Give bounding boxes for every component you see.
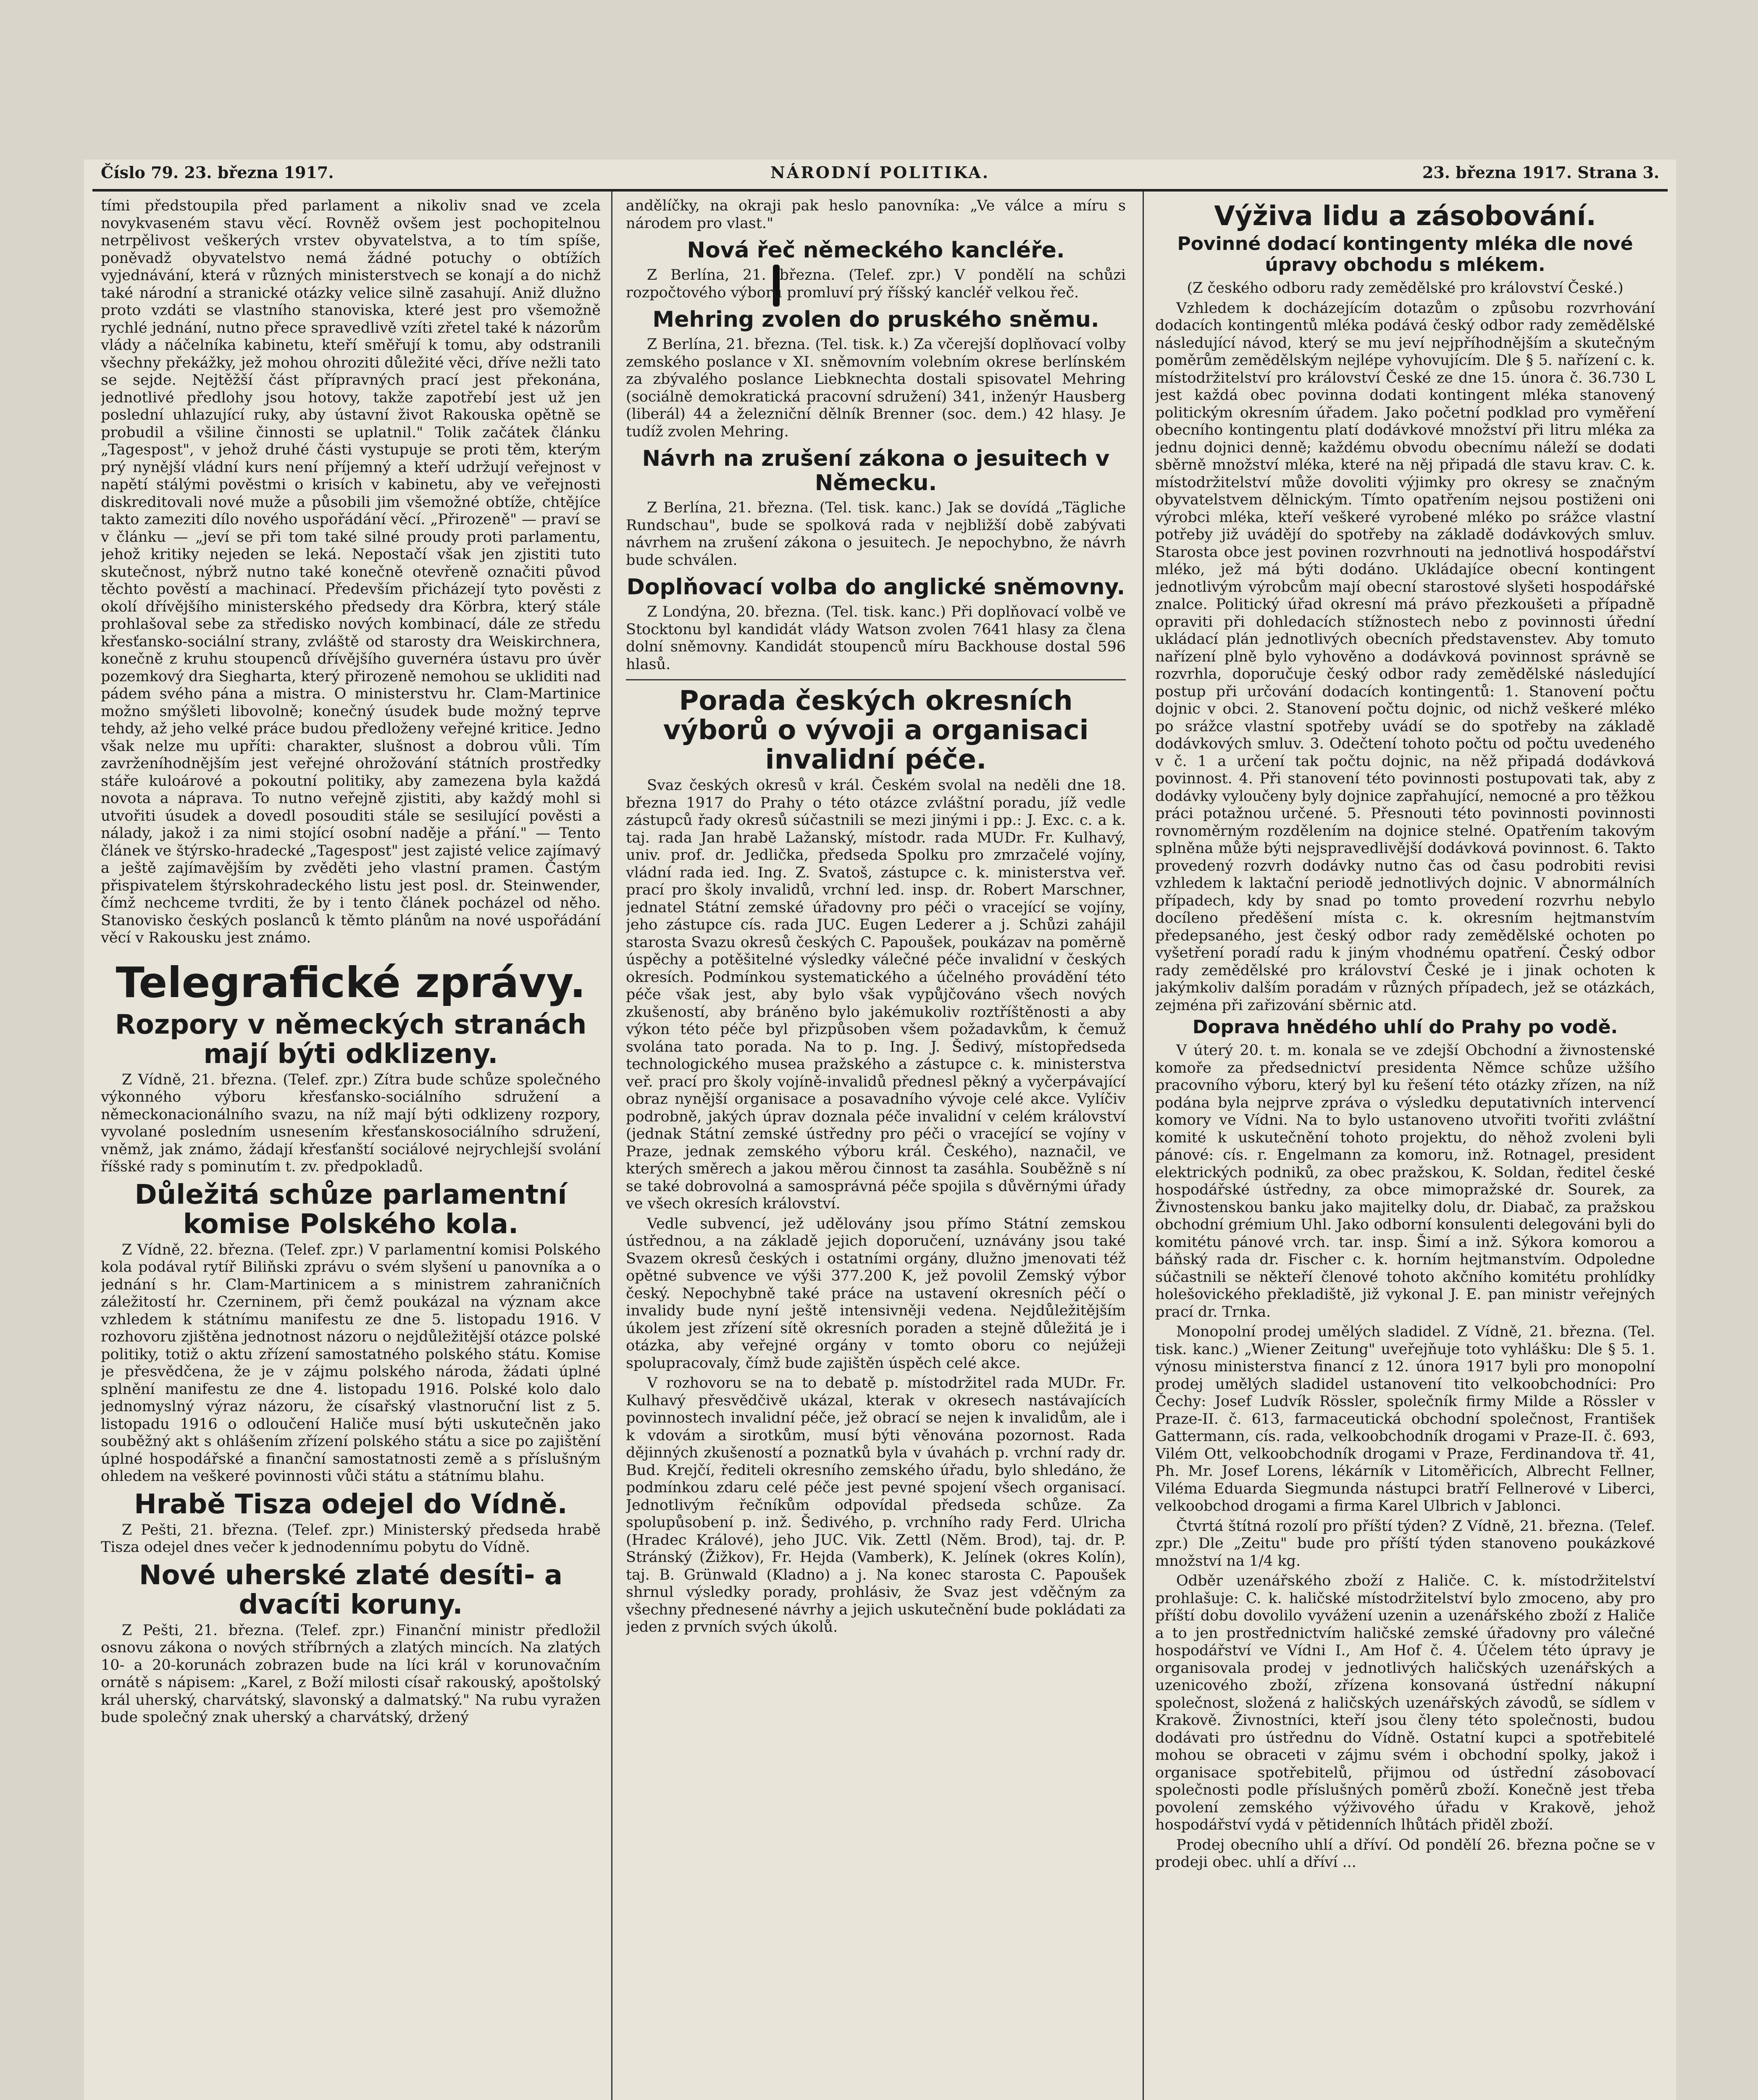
article-headline: Povinné dodací kontingenty mléka dle nové úpravy obchodu s mlékem. (1177, 233, 1633, 276)
article-headline: Rozpory v německých stranách mají býti odklizeny. (115, 1009, 587, 1070)
article-text: Z Berlína, 21. března. (Tel. tisk. k.) Za včerejší doplňovací volby zemského poslance v XI. sněmovním volebním okrese berlínském za zbývalého poslance Liebknechta dostali spisovatel Mehring (sociálně demokratická pracovní sdružení) 341, inženýr Hausberg (liberál) 44 a železniční dělník Brenner (soc. dem.) 42 hlasy. Je tudíž zvolen Mehring. (626, 336, 1126, 440)
article-headline: Důležitá schůze parlamentní komise Polského kola. (134, 1179, 567, 1240)
article-text: V rozhovoru se na to debatě p. místodržitel rada MUDr. Fr. Kulhavý přesvědčivě ukázal, kterak v okresech nastávajících povinnostech invalidní péče, jež obrací se nejen k invalidům, ale i k vdovám a sirotkům, musí býti věnována pozornost. Rada dějinných zkušeností a poznatků byla v úvahách p. vrchní rady dr. Bud. Krejčí, řediteli okresního zemského úřadu, bylo shledáno, že podmínkou zdaru celé péče jest pevné spojení všech organisací. Jednotlivým řečníkům odpovídal předseda schůze. Za spolupůsobení p. inž. Šedivého, p. vrchního rady Ferd. Ulricha (Hradec Králové), jeho JUC. Vik. Zettl (Něm. Brod), taj. dr. P. Stránský (Žižkov), Fr. Hejda (Vamberk), K. Jelínek (okres Kolín), taj. B. Grünwald (Kladno) a j. Na konec starosta C. Papoušek shrnul výsledky porady, prohlásiv, že Svaz jest vděčným za všechny přednesené návrhy a jejich uskutečnění bude pokládati za jeden z prvních svých úkolů. (626, 1375, 1126, 1635)
article-text: Z Berlína, 21. března. (Telef. zpr.) V pondělí na schůzi rozpočtového výboru promluví prý říšský kancléř velkou řeč. (626, 267, 1126, 301)
article-headline: Nové uherské zlaté desíti- a dvacíti koruny. (139, 1559, 563, 1620)
article-text: Z Berlína, 21. března. (Tel. tisk. kanc.) Jak se dovídá „Tägliche Rundschau", bude se spolková rada v nejbližší době zabývati návrhem na zrušení zákona o jesuitech. Je nepochybno, že návrh bude schválen. (626, 499, 1126, 569)
header-issue: Číslo 79. 23. března 1917. (101, 163, 334, 182)
section-heading: Výživa lidu a zásobování. (1214, 201, 1596, 232)
article-headline: Nová řeč německého kancléře. (687, 238, 1065, 263)
article-text: Z Vídně, 22. března. (Telef. zpr.) V parlamentní komisi Polského kola podával rytíř Biliňski zprávu o svém slyšení u panovníka a o jednání s hr. Clam-Martinicem a s ministrem zahraničních záležitostí hr. Czerninem, při čemž poukázal na význam akce vzhledem k státnímu manifestu ze dne 5. listopadu 1916. V rozhovoru zjištěna jednotnost názoru o nejdůležitější otázce polské politiky, totiž o aktu zřízení samostatného polského státu. Komise je přesvědčena, že je v zájmu polského národa, žádati úplné splnění manifestu ze dne 4. listopadu 1916. Polské kolo dalo jednomyslný výraz názoru, že císařský vlastnoruční list z 5. listopadu 1916 o odloučení Haliče musí býti uskutečněn jako souběžný akt s ohlášením zřízení polského státu a sice po zajištění úplné hospodářské a finanční samostatnosti země a s příslušným ohledem na veškeré povinnosti vůči státu a státnímu blahu. (101, 1241, 601, 1485)
article-headline: Doplňovací volba do anglické sněmovny. (626, 575, 1125, 600)
article-text: Vedle subvencí, jež udělovány jsou přímo Státní zemskou ústřednou, a na základě jejich doporučení, uznávány jsou také Svazem okresů českých i ostatními orgány, dlužno jmenovati též opětné subvence ve výši 377.200 K, jež povolil Zemský výbor český. Nepochybně také práce na ustavení okresních péčí o invalidy bude nyní ještě intensivněji vedena. Nejdůležitějším úkolem jest zřízení sítě okresních poraden a stejně důležitá je i otázka, aby veřejné orgány v tomto oboru co nejúžeji spolupracovaly, čímž bude zajištěn úspěch celé akce. (626, 1215, 1126, 1372)
article-text: Z Vídně, 21. března. (Telef. zpr.) Zítra bude schůze společného výkonného výboru křesťansko-sociálního sdružení a německonacionálního svazu, na níž mají býti odklizeny rozpory, vyvolané posledním usnesením křesťanskosociálního sdružení, vněmž, jak známo, žádají křesťanští sociálové nejrychlejší svolání říšské rady s pominutím t. zv. předpokladů. (101, 1071, 601, 1175)
article-text: Vzhledem k docházejícím dotazům o způsobu rozvrhování dodacích kontingentů mléka podává český odbor rady zemědělské následující návod, který se mu jeví nejpříhodnějším a skutečným poměrům zemědělským nejlépe vyhovujícím. Dle § 5. nařízení c. k. místodržitelství pro království České ze dne 15. února č. 36.730 L jest každá obec povinna dodati kontingent mléka stanovený politickým okresním úřadem. Jako početní podklad pro vyměření obecního kontingentu platí dodávkové množství při litru mléka za jednu dojnici denně; každému obvodu obecnímu náleží se dodati sběrně množství mléka, které na něj připadá dle stavu krav. C. k. místodržitelství může dovoliti výjimky pro okresy se značným obyvatelstvem dělnickým. Tímto opatřením nejsou postiženi oni výrobci mléka, kteří veškeré vyrobené mléko po srážce vlastní potřeby již uvádějí do spotřeby na základě dodávkových smluv. Starosta obce jest povinen rozvrhnouti na jednotlivá hospodářství mléko, jež má býti dodáno. Ukládajíce obecní kontingent jednotlivým výrobcům mají obecní starostové slyšeti hospodářské znalce. Politický úřad okresní má právo přezkoušeti a případně opraviti při dohledacích stížnostech nebo z povinnosti úřední ukládací plán jednotlivých obecních představenstev. Aby tomuto nařízení plně bylo vyhověno a dodávková povinnost správně se rozvrhla, doporučuje český odbor rady zemědělské následující postup při určování dodacích kontingentů: 1. Stanovení počtu dojnic v obci. 2. Stanovení počtu dojnic, od nichž veškeré mléko po srážce vlastní spotřeby uvádí se do spotřeby na základě dodávkových smluv. 3. Odečtení tohoto počtu od počtu uvedeného v č. 1 a určení tak počtu dojnic, na něž připadá dodávková povinnost. 4. Při stanovení této povinnosti postupovati tak, aby z dodávky vyloučeny byly dojnice zapřahující, nemocné a pro těžkou práci potažnou určené. 5. Přesnouti této povinnosti povinnosti rovnoměrným rozdělením na dojnice stelné. Opatřením takovým splněna může býti nejspravedlivější dodávková povinnost. 6. Takto provedený rozvrh dodávky nutno čas od času podrobiti revisi vzhledem k laktační periodě jednotlivých dojnic. V abnormálních případech, kdy by snad po tomto provedení rozvrhu nebylo docíleno předěšení místa c. k. okresním hejtmanstvím předepsaného, jest český odbor rady zemědělské ochoten po vyšetření poradí radu k jiným vhodnému opatření. Český odbor rady zemědělské pro království České je i jinak ochoten k jakýmkoliv dalším poradám v různých případech, jež se otázkách, zejména při zařizování sběrnic atd. (1155, 299, 1655, 1014)
article-headline: Mehring zvolen do pruského sněmu. (652, 307, 1099, 332)
section-heading: Telegrafické zprávy. (116, 958, 586, 1007)
column-rule-2 (1143, 192, 1144, 2100)
page-header (84, 163, 1676, 188)
article-separator (626, 679, 1126, 680)
header-rule (92, 189, 1668, 192)
column-1 (101, 197, 601, 2100)
article-headline: Návrh na zrušení zákona o jesuitech v Německu. (642, 446, 1110, 496)
article-text: Z Londýna, 20. března. (Tel. tisk. kanc.) Při doplňovací volbě ve Stocktonu byl kandidát vlády Watson zvolen 7641 hlasy za člena dolní sněmovny. Kandidát stoupenců míru Backhouse dostal 596 hlasů. (626, 604, 1126, 673)
article-headline: Porada českých okresních výborů o vývoji a organisaci invalidní péče. (663, 685, 1089, 775)
article-text: Prodej obecního uhlí a dříví. Od pondělí 26. března počne se v prodeji obec. uhlí a dříví ... (1155, 1836, 1655, 1871)
article-text: Z Pešti, 21. března. (Telef. zpr.) Finanční ministr předložil osnovu zákona o nových stříbrných a zlatých mincích. Na zlatých 10- a 20-korunách zobrazen bude na líci král v korunovačním ornátě s nápisem: „Karel, z Boží milosti císař rakouský, apoštolský král uherský, charvátský, slavonský a dalmatský." Na rubu vyražen bude společný znak uherský a charvátský, držený (101, 1622, 601, 1726)
article-headline: Hrabě Tisza odejel do Vídně. (134, 1488, 568, 1520)
article-text: Svaz českých okresů v král. Českém svolal na neděli dne 18. března 1917 do Prahy o této otázce zvláštní poradu, jíž vedle zástupců řady okresů súčastnili se mezi jinými i pp.: J. Exc. c. a k. taj. rada Jan hrabě Lažanský, místodr. rada MUDr. Fr. Kulhavý, univ. prof. dr. Jedlička, předseda Spolku pro zmrzačelé vojíny, vládní rada ied. Ing. Z. Svatoš, zástupce c. k. ministerstva veř. prací pro školy invalidů, vrchní led. insp. dr. Robert Marschner, jednatel Státní zemské úřadovny pro péči o vracející se vojíny, jeho zástupce cís. rada JUC. Eugen Lederer a j. Schůzi zahájil starosta Svazu okresů českých C. Papoušek, poukázav na poměrně úspěchy a potěšitelné výsledky válečné péče invalidní v českých okresích. Podmínkou systematického a účelného provádění této péče však jest, aby bylo však vypůjčováno všech nových zkušeností, aby bráněno bylo jakémukoliv roztříštěnosti a aby výkon této péče byl přizpůsoben všem požadavkům, k čemuž svolána tato porada. Na to p. Ing. J. Šedivý, místopředseda technologického musea pražského a zástupce c. k. ministerstva veř. prací pro školy vojíně-invalidů přednesl pěkný a vyčerpávající obraz nynější organisace a posavadního vývoje celé akce. Vylíčiv podrobně, jakých úprav doznala péče invalidní v celém království (jednak Státní zemské ústředny pro péči o vracející se vojíny v Praze, jednak zemského výboru král. Českého), naznačil, ve kterých směrech a jakou měrou činnost ta zasáhla. Souběžně s ní se také dobrovolná a samosprávná péče spojila s důvěrnými úřady ve všech okresích království. (626, 777, 1126, 1212)
article-headline: Doprava hnědého uhlí do Prahy po vodě. (1192, 1016, 1618, 1038)
article-text: Monopolní prodej umělých sladidel. Z Vídně, 21. března. (Tel. tisk. kanc.) „Wiener Zeitung" uveřejňuje toto vyhlášku: Dle § 5. 1. výnosu ministerstva financí z 12. února 1917 byli pro monopolní prodej umělých sladidel ustanovení tito velkoobchodníci: Pro Čechy: Josef Ludvík Rössler, společník firmy Milde a Rössler v Praze-II. č. 613, farmaceutická obchodní společnost, František Gattermann, cís. rada, velkoobchodník drogami v Praze-II. č. 693, Vilém Ott, velkoobchodník drogami v Praze, Ferdinandova tř. 41, Ph. Mr. Josef Lorens, lékárník v Litoměřicích, Albrecht Fellner, Viléma Eduarda Siegmunda nástupci bratří Fellnerové v Liberci, velkoobchod drogami a firma Karel Ulbrich v Jablonci. (1155, 1323, 1655, 1515)
article-text: andělíčky, na okraji pak heslo panovníka: „Ve válce a míru s národem pro vlast." (626, 197, 1126, 232)
article-text: tími předstoupila před parlament a nikoliv snad ve zcela novykvaseném stavu věcí. Rovněž ovšem jest pochopitelnou netrpělivost veškerých vrstev obyvatelstva, a to tím spíše, poněvadž obyvatelstvo nemá žádné potuchy o obtížích vyjednávání, která v různých ministerstvech se konají a do nichž také národní a stranické otázky velice silně zasahují. Aniž dlužno proto vzdáti se vlastního stanoviska, které jest pro všemožně rychlé jednání, nutno přece spravedlivě vzíti zřetel také k názorům vlády a náčelníka kabinetu, kteří směřují k tomu, aby odstranili všechny překážky, jež mohou ohroziti důležité věci, dříve nežli tato se sejde. Nejtěžší část přípravných prací jest překonána, jednotlivé předlohy jsou hotovy, takže zapotřebí jest už jen poslední uhlazující ruky, aby ústavní život Rakouska opětně se probudil a všiline činnosti se uplatnil." Tolik začátek článku „Tagespost", v jehož druhé části vystupuje se proti těm, kterým prý nynější vládní kurs není příjemný a kteří udržují veřejnost v napětí stálými pověstmi o krisích v kabinetu, aby ve veřejnosti diskreditovali nové muže a působili jim všemožné obtíže, chtějíce takto zameziti dílo nového uspořádání věcí. „Přirozeně" — praví se v článku — „jeví se při tom také silné proudy proti parlamentu, jehož kritiky nejeden se leká. Nepostačí však jen zjistiti tuto skutečnost, nýbrž nutno také konečně otevřeně označiti původ těchto pověstí a machinací. Především přicházejí tyto pověsti z okolí dřívějšího ministerského předsedy dra Körbra, který stále prohlašoval sebe za středisko nových kombinací, dále ze středu křesťansko-sociální strany, zvláště od starosty dra Weiskirchnera, konečně z kruhu stoupenců dřívějšího guvernéra ústavu pro úvěr pozemkový dra Siegharta, který přirozeně nemohou se ukliditi nad pádem svého pána a mistra. O ministerstvu hr. Clam-Martinice možno smýšleti libovolně; konečný úsudek bude možný teprve tehdy, až jeho velké práce budou předloženy veřejné kritice. Jedno však nelze mu upříti: charakter, slušnost a dobrou vůli. Tím zavrženíhodnějším jest veřejné ohrožování státních prostředky stáře kuloárové a pokoutní politiky, aby zamezena byla každá novota a náprava. To nutno veřejně zjistiti, aby každý mohl si utvořiti úsudek a dovedl posouditi stále se sesilující pověsti a nálady, jakož i za nimi stojící osobní naděje a přání." — Tento článek ve štýrsko-hradecké „Tagespost" jest zajisté velice zajímavý a ještě zajímavějším by zvěděti jeho vlastní pramen. Častým přispivatelem štýrskohradeckého listu jest posl. dr. Steinwender, čímž nechceme tvrditi, že by i tento článek pocházel od něho. Stanovisko českých poslanců k těmto plánům na nové uspořádání věcí v Rakousku jest známo. (101, 197, 601, 946)
newspaper-page (84, 160, 1676, 2100)
column-3 (1155, 197, 1655, 2100)
article-text: Čtvrtá štítná rozolí pro příští týden? Z Vídně, 21. března. (Telef. zpr.) Dle „Zeitu" bude pro příští týden stanoveno poukázkové množství na 1/4 kg. (1155, 1517, 1655, 1570)
article-text: V úterý 20. t. m. konala se ve zdejší Obchodní a živnostenské komoře za předsednictví presidenta Němce schůze užšího pracovního výboru, který byl ku řešení této otázky zřízen, na níž podána byla nejprve zpráva o výsledku deputativních intervencí komory ve Vídni. Na to bylo ustanoveno utvořiti tvořiti zvláštní komité k uskutečnění tohoto projektu, do něhož zvoleni byli pánové: cís. r. Engelmann za komoru, inž. Rotnagel, president elektrických podniků, za obec pražskou, K. Soldan, ředitel české hospodářské ústředny, za obce mimopražské dr. Sourek, za Živnostenskou banku jako majitelky dolu, dr. Diabač, za pražskou obchodní grémium Uhl. Jako odborní konsulenti delegováni byli do komitétu pánové vrch. tar. insp. Šimí a inž. Sýkora komorou a báňský rada dr. Fischer c. k. horním hejtmanstvím. Odpoledne súčastnili se někteří členové tohoto akčního komitétu prohlídky holešovického překladiště, již vykonal J. E. pan ministr veřejných prací dr. Trnka. (1155, 1042, 1655, 1320)
column-rule-1 (611, 192, 612, 2100)
header-masthead: NÁRODNÍ POLITIKA. (770, 163, 990, 182)
column-2 (626, 197, 1126, 2100)
header-page: 23. března 1917. Strana 3. (1422, 163, 1659, 182)
article-text: Z Pešti, 21. března. (Telef. zpr.) Ministerský předseda hrabě Tisza odejel dnes večer k jednodennímu pobytu do Vídně. (101, 1521, 601, 1556)
article-text: Odběr uzenářského zboží z Haliče. C. k. místodržitelství prohlašuje: C. k. haličské místodržitelství bylo zmoceno, aby pro příští dobu dovolilo vyvážení uzenin a uzenářského zboží z Haliče a to jen prostřednictvím haličské zemské úřadovny pro válečné hospodářství ve Vídni I., Am Hof č. 4. Účelem této úpravy je organisovala prodej v jednotlivých haličských uzenářských a uzenicového zboží, zřízena konsovaná ústřední nákupní společnost, složená z haličských uzenářských závodů, se sídlem v Krakově. Živnostníci, kteří jsou členy této společnosti, budou dodávati pro ústřednu do Vídně. Ostatní kupci a spotřebitelé mohou se obraceti v zájmu svém i obchodní spolky, jakož i organisace spotřebitelů, přijmou od ústřední zásobovací společnosti podle příslušných poměrů zboží. Konečně jest třeba povolení zemského výživového úřadu v Krakově, jehož hospodářství vydá v pětidenních lhůtách přiděl zboží. (1155, 1572, 1655, 1833)
article-source-note: (Z českého odboru rady zemědělské pro království České.) (1187, 280, 1624, 297)
